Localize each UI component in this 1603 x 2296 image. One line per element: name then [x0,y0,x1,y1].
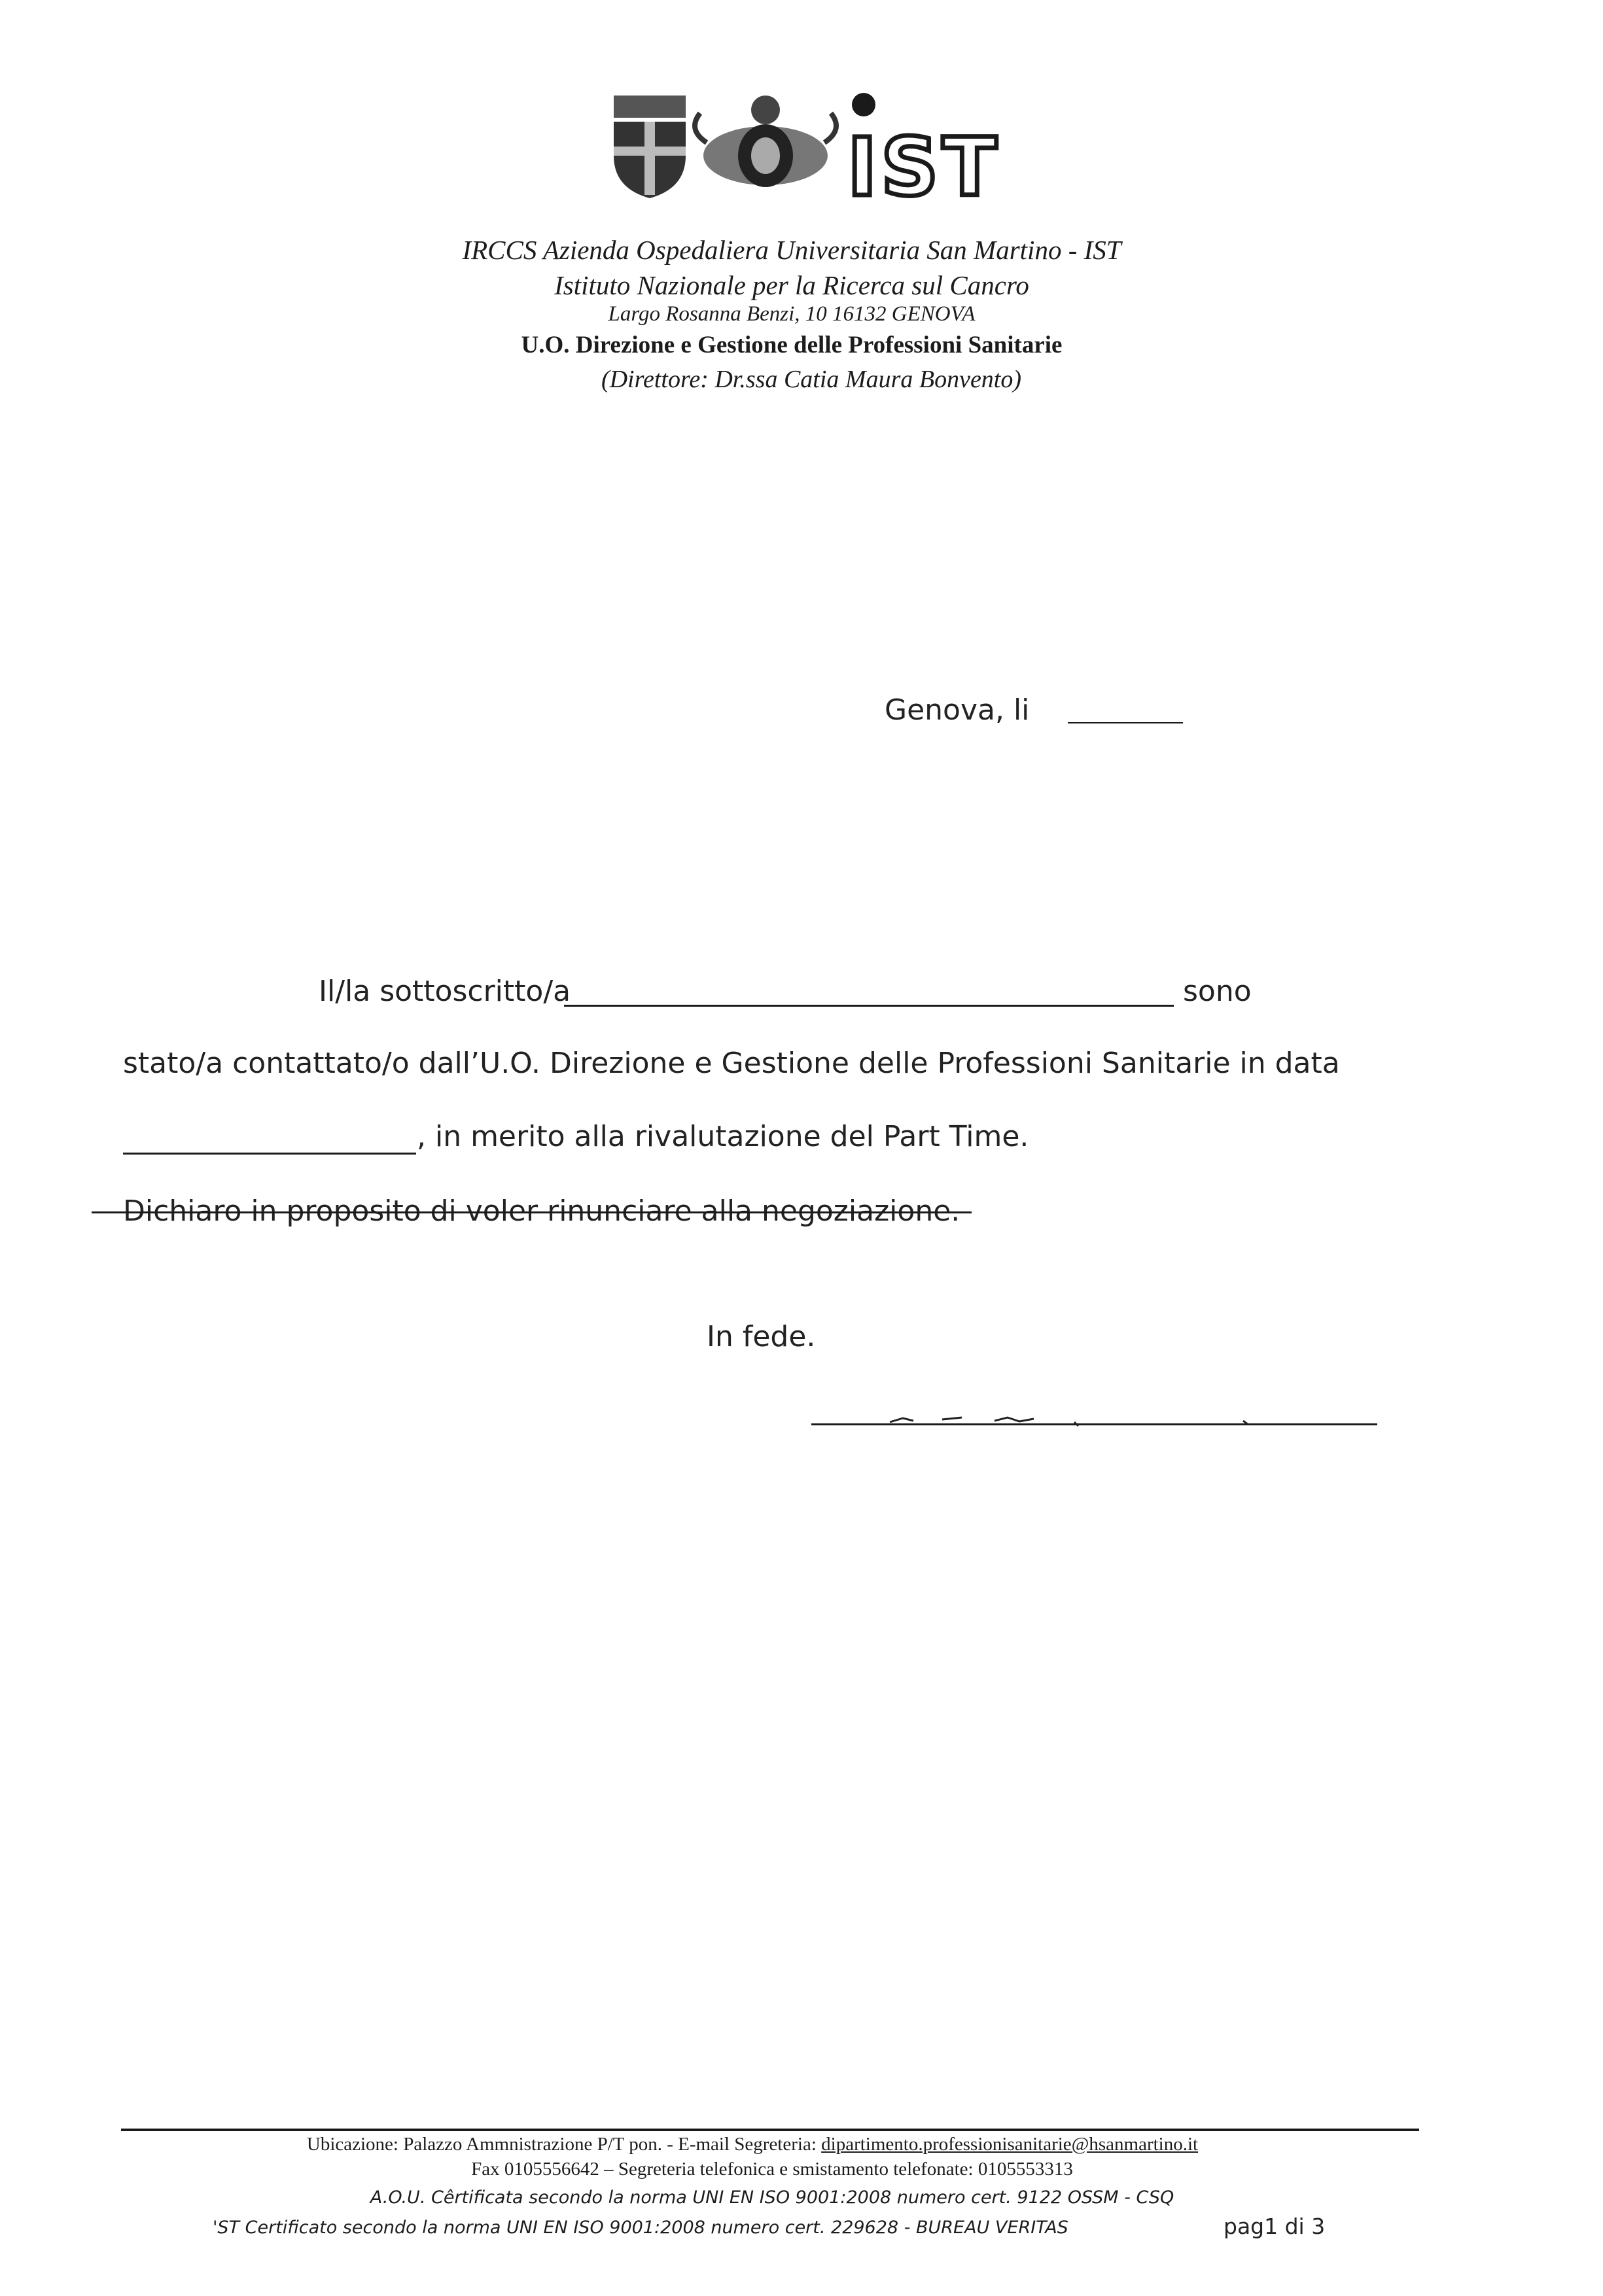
svg-text:IST: IST [847,121,1001,214]
struck-declaration: Dichiaro in proposito di voler rinunciare alla negoziazione. [123,1194,960,1228]
footer-divider [121,2129,1419,2131]
closing-text: In fede. [707,1320,816,1353]
footer-certification-aou: A.O.U. Cêrtificata secondo la norma UNI EN ISO 9001:2008 numero cert. 9122 OSSM - CSQ [370,2187,1174,2208]
sono-text: sono [1183,975,1252,1008]
header-line-institution: IRCCS Azienda Ospedaliera Universitaria San Martino - IST [462,235,1121,265]
contact-date-blank-line [123,1153,416,1155]
institution-logos-graphic [608,90,1001,214]
shield-logo [614,96,686,198]
header-logos [608,90,1001,214]
crest-logo [695,96,836,187]
footer-email-link[interactable]: dipartimento.professionisanitarie@hsanmartino.it [821,2134,1199,2155]
page-number: pag1 di 3 [1224,2214,1326,2239]
strikethrough-line [92,1211,972,1213]
ist-logo [847,93,1000,214]
date-blank-line [1068,722,1183,723]
footer-certification-ist: 'ST Certificato secondo la norma UNI EN ISO 9001:2008 numero cert. 229628 - BUREAU VERITAS [213,2218,1068,2238]
footer-location: Ubicazione: Palazzo Ammnistrazione P/T pon. - E-mail Segreteria: [306,2134,822,2155]
contacted-text: stato/a contattato/o dall’U.O. Direzione e Gestione delle Professioni Sanitarie in data [123,1047,1340,1080]
name-blank-line [564,1005,1174,1007]
footer-location-email [0,2134,1544,2155]
footer-phone: Fax 0105556642 – Segreteria telefonica e smistamento telefonate: 0105553313 [471,2159,1073,2180]
header-line-institute: Istituto Nazionale per la Ricerca sul Cancro [554,270,1029,300]
header-line-address: Largo Rosanna Benzi, 10 16132 GENOVA [608,302,976,326]
undersigned-label: Il/la sottoscritto/a [319,975,571,1008]
header-line-director: (Direttore: Dr.ssa Catia Maura Bonvento) [601,366,1022,393]
part-time-text: , in merito alla rivalutazione del Part Time. [417,1120,1029,1153]
signature-scribble [811,1406,1377,1433]
header-line-department: U.O. Direzione e Gestione delle Professioni Sanitarie [521,332,1063,358]
place-date-label: Genova, li [885,693,1030,727]
